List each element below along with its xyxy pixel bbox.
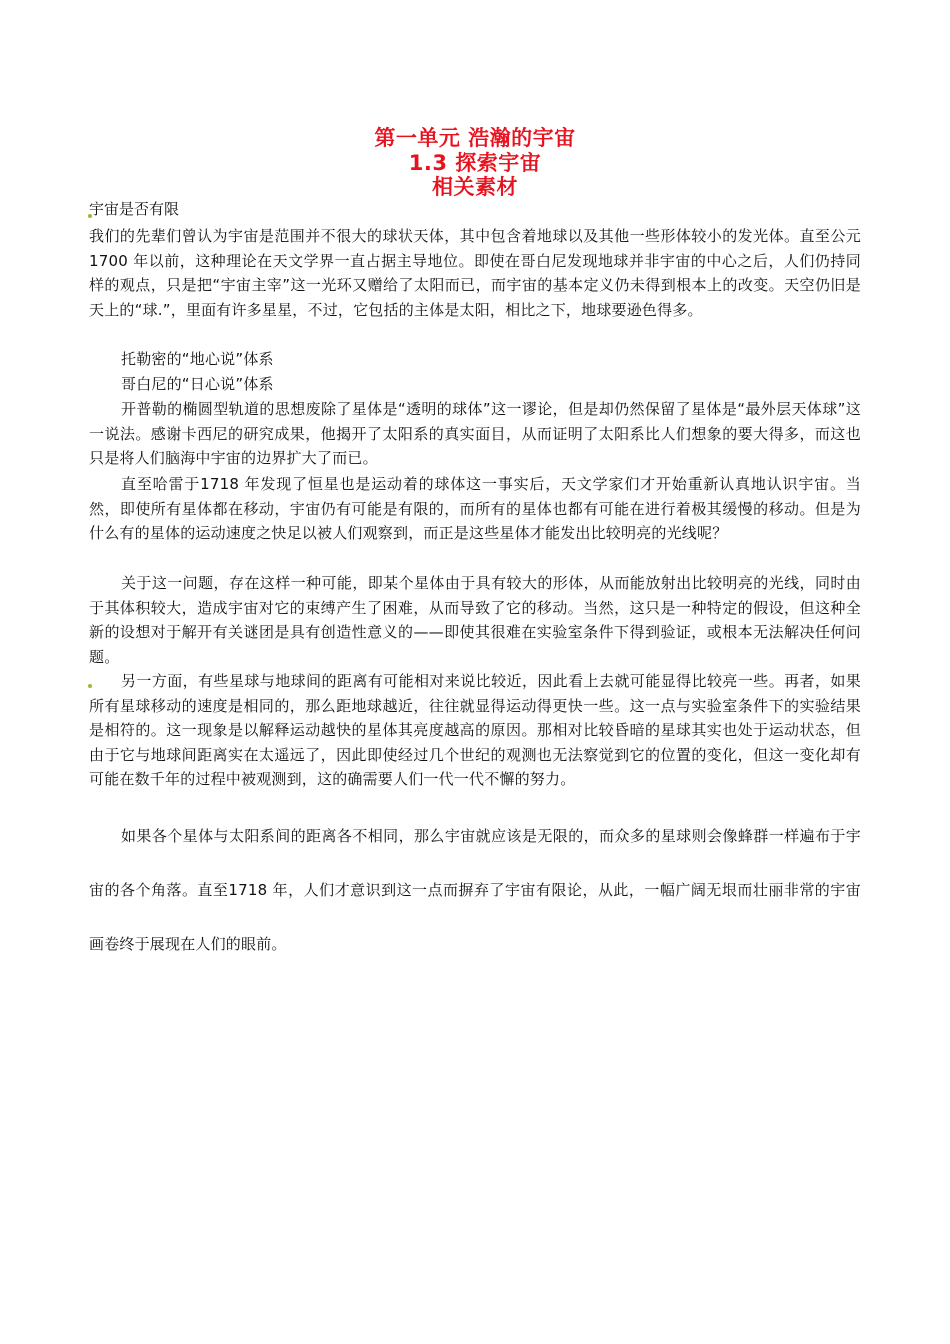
paragraph-heliocentric: 哥白尼的“日心说”体系 bbox=[121, 375, 274, 393]
paragraph-halley: 直至哈雷于1718 年发现了恒星也是运动着的球体这一事实后，天文学家们才开始重新认真地认识宇宙。当然，即使所有星体都在移动，宇宙仍有可能是有限的，而所有的星体也都有可能在进行着极其缓慢的移动。但是为什么有的星体的运动速度之快足以被人们观察到，而正是这些星体才能发出比较明亮的光线呢？ bbox=[89, 475, 861, 543]
paragraph-distance: 另一方面，有些星球与地球间的距离有可能相对来说比较近，因此看上去就可能显得比较亮一些。再者，如果所有星球移动的速度是相同的，那么距地球越近，往往就显得运动得更快一些。这一点与实验室条件下的实验结果是相符的。这一现象是以解释运动越快的星体其亮度越高的原因。那相对比较昏暗的星球其实也处于运动状态，但由于它与地球间距离实在太遥远了，因此即使经过几个世纪的观测也无法察觉到它的位置的变化，但这一变化却有可能在数千年的过程中被观测到，这的确需要人们一代一代不懈的努力。 bbox=[89, 672, 861, 789]
paragraph-geocentric: 托勒密的“地心说”体系 bbox=[121, 350, 274, 368]
material-title: 相关素材 bbox=[432, 175, 518, 199]
paragraph-1: 我们的先辈们曾认为宇宙是范围并不很大的球状天体，其中包含着地球以及其他一些形体较小的发光体。直至公元1700 年以前，这种理论在天文学界一直占据主导地位。即使在哥白尼发现地球并非宇宙的中心之后，人们仍持同样的观点，只是把“宇宙主宰”这一光环又赠给了太阳而已，而宇宙的基本定义仍未得到根本上的改变。天空仍旧是天上的“球.”，里面有许多星星，不过，它包括的主体是太阳，相比之下，地球要逊色得多。 bbox=[89, 227, 861, 319]
paragraph-hypothesis: 关于这一问题，存在这样一种可能，即某个星体由于具有较大的形体，从而能放射出比较明亮的光线，同时由于其体积较大，造成宇宙对它的束缚产生了困难，从而导致了它的移动。当然，这只是一种特定的假设，但这种全新的设想对于解开有关谜团是具有创造性意义的——即使其很难在实验室条件下得到验证，或根本无法解决任何问题。 bbox=[89, 574, 861, 666]
unit-title: 第一单元 浩瀚的宇宙 bbox=[374, 126, 576, 150]
lesson-title: 1.3 探索宇宙 bbox=[408, 151, 542, 175]
paragraph-kepler: 开普勒的椭圆型轨道的思想废除了星体是“透明的球体”这一谬论，但是却仍然保留了星体是“最外层天体球”这一说法。感谢卡西尼的研究成果，他揭开了太阳系的真实面目，从而证明了太阳系比人们想象的要大得多，而这也只是将人们脑海中宇宙的边界扩大了而已。 bbox=[89, 400, 861, 468]
section-heading: 宇宙是否有限 bbox=[89, 200, 180, 218]
paragraph-infinite: 如果各个星体与太阳系间的距离各不相同，那么宇宙就应该是无限的，而众多的星球则会像蜂群一样遍布于宇宙的各个角落。直至1718 年，人们才意识到这一点而摒弃了宇宙有限论，从此，一幅广阔无垠而壮丽非常的宇宙画卷终于展现在人们的眼前。 bbox=[89, 827, 861, 953]
